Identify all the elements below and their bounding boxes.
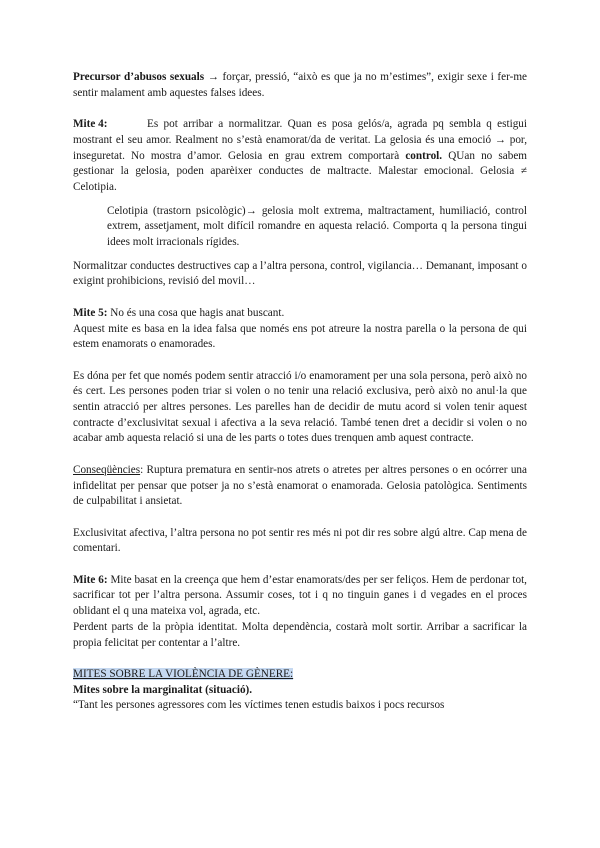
spacer (73, 557, 527, 573)
mite-5-text: No és una cosa que hagis anat buscant. (107, 306, 285, 319)
paragraph-consequencies (73, 463, 527, 510)
mite-4-bold-control: control. (405, 149, 443, 162)
paragraph-quote: “Tant les persones agressores com les víctimes tenen estudis baixos i pocs recursos (73, 699, 445, 712)
document-page (73, 70, 527, 714)
spacer (73, 447, 527, 463)
paragraph-mite-4 (73, 117, 527, 196)
consequencies-text: : Ruptura prematura en sentir-nos atrets o atretes per altres persones o en ocórrer una infidelitat per pensar que potser ja no s’està enamorat o enamorada. Gelosia patològica. Sentiments de culpabilitat i ansietat. (73, 463, 527, 508)
spacer (73, 353, 527, 369)
subheading-marginalitat (73, 683, 527, 699)
paragraph-celotipia: Celotipia (trastorn psicològic)→ gelosia molt extrema, maltractament, humiliació, control extrem, assetjament, molt difícil romandre en aquesta relació. Comporta q la persona tingui idees molt irracionals rígides. (107, 204, 527, 249)
paragraph-mite-5-detail: Es dóna per fet que només podem sentir atracció i/o enamorament per una sola persona, però això no és cert. Les persones poden triar si volen o no tenir una relació exclusiva, però això no anul·la que sentin atracció per altres persones. Les parelles han de decidir de mutu acord si volen tenir aquest contracte d’exclusivitat sexual i afectiva a la seva relació. També tenen dret a decidir si volen o no acabar amb aquesta relació si una de les parts o totes dues trenquen amb aquest contracte. (73, 369, 527, 445)
paragraph-exclusivitat: Exclusivitat afectiva, l’altra persona no pot sentir res més ni pot dir res sobre algú altre. Cap mena de comentari. (73, 526, 527, 555)
precursor-text: → forçar, pressió, “això es que ja no m’estimes”, exigir sexe i fer-me sentir malament amb aquestes falses idees. (73, 71, 527, 99)
spacer (73, 290, 527, 306)
paragraph-mite-5 (73, 306, 527, 322)
paragraph-mite-6-identitat: Perdent parts de la pròpia identitat. Molta dependència, costarà molt sortir. Arribar a sacrificar la propia felicitat per contentar a l’altre. (73, 620, 527, 649)
spacer (73, 196, 527, 204)
mite-6-label: Mite 6: (73, 573, 108, 586)
spacer (73, 651, 527, 667)
spacer (73, 101, 527, 117)
spacer (73, 251, 527, 259)
paragraph-mite-5-idea: Aquest mite es basa en la idea falsa que només ens pot atreure la nostra parella o la persona de qui estem enamorats o enamorades. (73, 322, 527, 351)
section-heading (73, 667, 527, 683)
mite-4-text-a: Es pot arribar a normalitzar. Quan es posa gelós/a, agrada pq sembla q estigui mostrant el seu amor. Realment no s’està enamorat/da de veritat. La gelosia és una emoció → por, inseguretat. No mostra d’amor. Gelosia en grau extrem comportarà (73, 118, 527, 162)
subheading-text: Mites sobre la marginalitat (situació). (73, 683, 253, 696)
mite-4-text-b: QUan no sabem gestionar la gelosia, poden aparèixer conductes de maltracte. Malestar emocional. Gelosia ≠ Celotipia. (73, 149, 527, 193)
mite-6-text: Mite basat en la creença que hem d’estar enamorats/des per ser feliços. Hem de perdonar tot, sacrificar tot per l’altra persona. Assumir coses, tot i q no tinguin ganes i d vegades en el proces oblidant el q una mateixa vol, agrada, etc. (73, 573, 527, 618)
precursor-label: Precursor d’abusos sexuals (73, 71, 205, 83)
paragraph-precursor (73, 70, 527, 101)
paragraph-mite-6 (73, 573, 527, 620)
spacer (73, 510, 527, 526)
heading-violencia-genere: MITES SOBRE LA VIOLÈNCIA DE GÈNERE: (73, 667, 294, 680)
paragraph-normalitzar: Normalitzar conductes destructives cap a l’altra persona, control, vigilancia… Demanant, imposant o exigint prohibicions, revisió del movil… (73, 259, 527, 288)
mite-4-label: Mite 4: (73, 118, 108, 131)
mite-5-label: Mite 5: (73, 306, 108, 319)
consequencies-label: Conseqüències (73, 463, 141, 476)
